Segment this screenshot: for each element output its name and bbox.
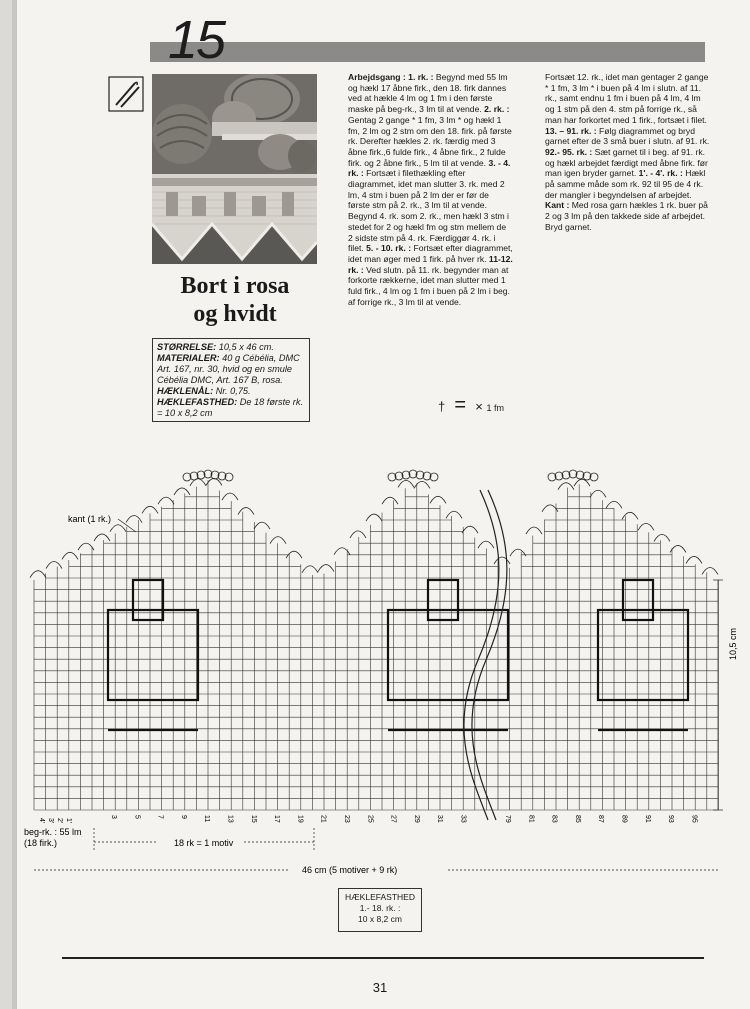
col2-step-heading: 13. – 91. rk. : — [545, 125, 597, 136]
edge-scallop — [622, 512, 638, 519]
row-number: 21 — [319, 815, 327, 823]
row-number: 29 — [412, 815, 420, 823]
edge-scallop — [302, 566, 318, 573]
col2-paragraph — [545, 126, 709, 147]
edge-scallop — [238, 508, 254, 515]
page-number: 31 — [372, 980, 388, 995]
edge-scallop — [510, 549, 526, 556]
motif-outline — [598, 610, 688, 700]
col1-step-heading: 2. rk. : — [484, 104, 510, 115]
edge-scallop — [398, 480, 414, 487]
col1-paragraph — [348, 158, 510, 254]
row-number: 13 — [226, 815, 234, 823]
col2-step-heading: 92.- 95. rk. : — [545, 146, 593, 157]
edge-scallop — [366, 514, 382, 521]
legend-text: 1 fm — [486, 403, 505, 413]
total-width-label: 46 cm (5 motiver + 9 rk) — [302, 865, 398, 875]
col1-step-text: Gentag 2 gange * 1 fm, 3 lm * og hækl 1 fm, 2 lm og 2 stm om den 18. firk. på første rk. Derefter hækles 2. rk. færdig med 3 åbne firk.,6 fulde firk., 4 åbne firk., 2 fulde firk. og 2 åbne firk., 5 lm til at vende. — [348, 114, 512, 168]
row-number: 25 — [366, 815, 374, 823]
title-bar — [150, 42, 705, 62]
chart-edge-scallops — [30, 470, 718, 578]
chart-break-line-2 — [472, 490, 507, 820]
edge-scallop — [142, 506, 158, 513]
row-number: 17 — [273, 815, 281, 823]
materials-label: MATERIALER: — [157, 353, 220, 363]
gauge-label: HÆKLEFASTHED: — [157, 397, 238, 407]
edge-scallop — [270, 537, 286, 544]
product-title — [150, 272, 320, 328]
row-number: 5 — [133, 815, 141, 819]
edge-scallop — [174, 488, 190, 495]
edge-scallop — [590, 490, 606, 497]
col2-step-text: Sæt garnet til i beg. af 91. rk. og hækl arbejdet færdigt med åbne firk. før man igen bryder garnet. — [545, 146, 708, 179]
materials-value: 40 g Cébélia, DMC Art. 167, nr. 30, hvid og en smule Cébélia DMC, Art. 167 B, rosa. — [157, 353, 300, 385]
product-title-line-2: og hvidt — [193, 301, 277, 327]
treble-stitch-symbol-icon: † — [438, 399, 446, 414]
edge-scallop — [158, 497, 174, 504]
edge-scallop — [462, 526, 478, 533]
row-number-left: 4' — [38, 818, 45, 824]
col1-step-heading: 11-12. rk. : — [348, 253, 513, 275]
edge-scallop — [78, 543, 94, 550]
row-number-right: 87 — [597, 815, 605, 823]
col2-paragraph — [545, 72, 708, 125]
row-number: 33 — [459, 815, 467, 823]
col1-step-text: Fortsæt efter diagrammet, idet man øger med 1 firk. på hver rk. — [348, 243, 513, 264]
col1-step-heading: 5. - 10. rk. : — [366, 243, 412, 254]
gauge-box — [338, 888, 422, 932]
row-number: 9 — [179, 815, 187, 819]
row-number-right: 89 — [620, 815, 628, 823]
col2-step-text: Hækl på samme måde som rk. 92 til 95 de 4 rk. der mangler i begyndelsen af arbejdet. — [545, 168, 706, 200]
edge-scallop — [638, 523, 654, 530]
edge-scallop — [654, 534, 670, 541]
edge-scallop — [254, 522, 270, 529]
needle-label: HÆKLENÅL: — [157, 386, 214, 396]
col2-paragraph — [545, 200, 708, 231]
edge-scallop — [46, 562, 62, 569]
row-number: 3 — [110, 815, 117, 819]
edge-scallop — [558, 483, 574, 490]
col2-step-heading: Kant : — [545, 200, 570, 211]
row-number: 15 — [249, 815, 257, 823]
row-number-right: 83 — [550, 815, 558, 823]
edge-scallop — [222, 493, 238, 500]
gauge-value: De 18 første rk. = 10 x 8,2 cm — [157, 397, 304, 418]
row-number-right: 93 — [667, 815, 675, 823]
chart-motifs — [108, 580, 688, 730]
edge-scallop — [126, 516, 142, 523]
row-number: 23 — [343, 815, 350, 823]
edge-scallop — [526, 527, 542, 534]
gauge-box-line-1: 1.- 18. rk. : — [359, 903, 401, 913]
edge-scallop — [494, 557, 510, 564]
pattern-number: 15 — [168, 10, 225, 70]
edge-label: kant (1 rk.) — [68, 514, 112, 524]
crochet-hook-icon — [108, 76, 144, 112]
edge-scallop — [542, 505, 558, 512]
edge-scallop — [686, 556, 702, 563]
edge-scallop — [94, 534, 110, 541]
edge-scallop — [62, 552, 78, 559]
row-number: 31 — [436, 815, 444, 823]
col2-step-text: Følg diagrammet og bryd garnet efter de 3 små buer i slutn. af 91. rk. — [545, 125, 710, 147]
col1-step-text: Begynd med 55 lm og hækl 17 åbne firk., den 18. firk dannes ved at hækle 4 lm og 1 fm i den første maske på beg-rk., 3 lm til at vende. — [348, 72, 508, 115]
row-number-left: 2' — [56, 818, 63, 824]
edge-scallop — [382, 497, 398, 504]
size-label: STØRRELSE: — [157, 342, 217, 352]
edge-scallop — [286, 551, 302, 558]
chart-legend: † = × 1 fm — [438, 394, 505, 416]
col1-step-text: Ved slutn. på 11. rk. begynder man at forkorte rækkerne, idet man slutter med 1 fuld firk., 4 lm og 1 fm i buen på 2 lm i beg. af forrige rk., 3 lm til at vende. — [348, 264, 510, 307]
row-number-right: 91 — [643, 815, 651, 823]
edge-scallop — [110, 525, 126, 532]
edge-scallop — [478, 541, 494, 548]
col1-step-text: Fortsæt i filethækling efter diagrammet, idet man slutter 3. rk. med 2 lm, 4 stm i buen på 2 lm der er før de første stm på 2. rk., 3 lm til at vende. Begynd 4. rk. som 2. rk., men hækl 3 stm i stedet for 2 og hækl fm og stm mellem de 2 sidste stm på 4. rk. Færdiggør 4. rk. i filet. — [348, 168, 509, 254]
col2-step-heading: 1'. - 4'. rk. : — [638, 168, 683, 179]
chart-grid — [34, 480, 718, 810]
edge-scallop — [350, 531, 366, 538]
motif-label: 18 rk = 1 motiv — [174, 838, 234, 848]
edge-scallop — [334, 548, 350, 555]
materials-info-box — [152, 338, 310, 422]
row-number: 27 — [389, 815, 397, 823]
footer-rule — [62, 957, 704, 959]
needle-value: Nr. 0,75. — [215, 386, 251, 396]
row-number-left: 3' — [47, 818, 54, 824]
col2-step-text: Fortsæt 12. rk., idet man gentager 2 gange * 1 fm, 3 lm * i buen på 4 lm i slutn. af 11. rk., samt endnu 1 fm i buen på 4 lm, 4 lm og 1 stm på den 4. stm på forrige rk., så man har forkortet med 1 firk., fortsæt i filet. — [545, 72, 709, 125]
product-title-line-1: Bort i rosa — [180, 273, 290, 299]
edge-scallop — [670, 545, 686, 552]
start-row-label-1: beg-rk. : 55 lm — [24, 827, 82, 837]
row-number-left: 1' — [65, 818, 72, 824]
page-gutter — [0, 0, 12, 1009]
gauge-box-line-2: 10 x 8,2 cm — [358, 914, 402, 924]
motif-inner — [428, 580, 458, 620]
row-number: 19 — [296, 815, 304, 823]
edge-scallop — [30, 571, 46, 578]
edge-scallop — [446, 511, 462, 518]
product-photo — [152, 74, 317, 264]
row-number: 11 — [203, 815, 211, 823]
row-number-right: 85 — [573, 815, 581, 823]
size-value: 10,5 x 46 cm. — [218, 342, 274, 352]
edge-scallop — [606, 501, 622, 508]
start-row-label-2: (18 firk.) — [24, 838, 58, 848]
col1-step-heading: 3. - 4. rk. : — [348, 157, 511, 179]
col1-step-heading: Arbejdsgang : 1. rk. : — [348, 72, 434, 82]
instructions-column-2 — [545, 72, 710, 233]
col2-step-text: Med rosa garn hækles 1 rk. buer på 2 og 3 lm på den takkede side af arbejdet. Bryd garnet. — [545, 200, 708, 232]
edge-scallop — [430, 496, 446, 503]
row-number-right: 81 — [527, 815, 535, 823]
chart-break-line — [464, 490, 499, 820]
page-gutter-shadow — [12, 0, 17, 1009]
motif-inner — [133, 580, 163, 620]
motif-outline — [388, 610, 508, 700]
edge-scallop — [702, 567, 718, 574]
row-number-right: 95 — [690, 815, 698, 823]
instructions-column-1 — [348, 72, 513, 307]
row-number: 7 — [156, 815, 164, 819]
gauge-box-title: HÆKLEFASTHED — [345, 892, 415, 902]
height-label: 10,5 cm — [728, 627, 738, 660]
single-crochet-symbol-icon: × — [475, 399, 483, 414]
crochet-chart — [18, 430, 748, 930]
row-number-labels — [38, 815, 697, 823]
row-number-right: 79 — [504, 815, 511, 823]
edge-scallop — [318, 565, 334, 572]
edge-scallop — [414, 481, 430, 488]
